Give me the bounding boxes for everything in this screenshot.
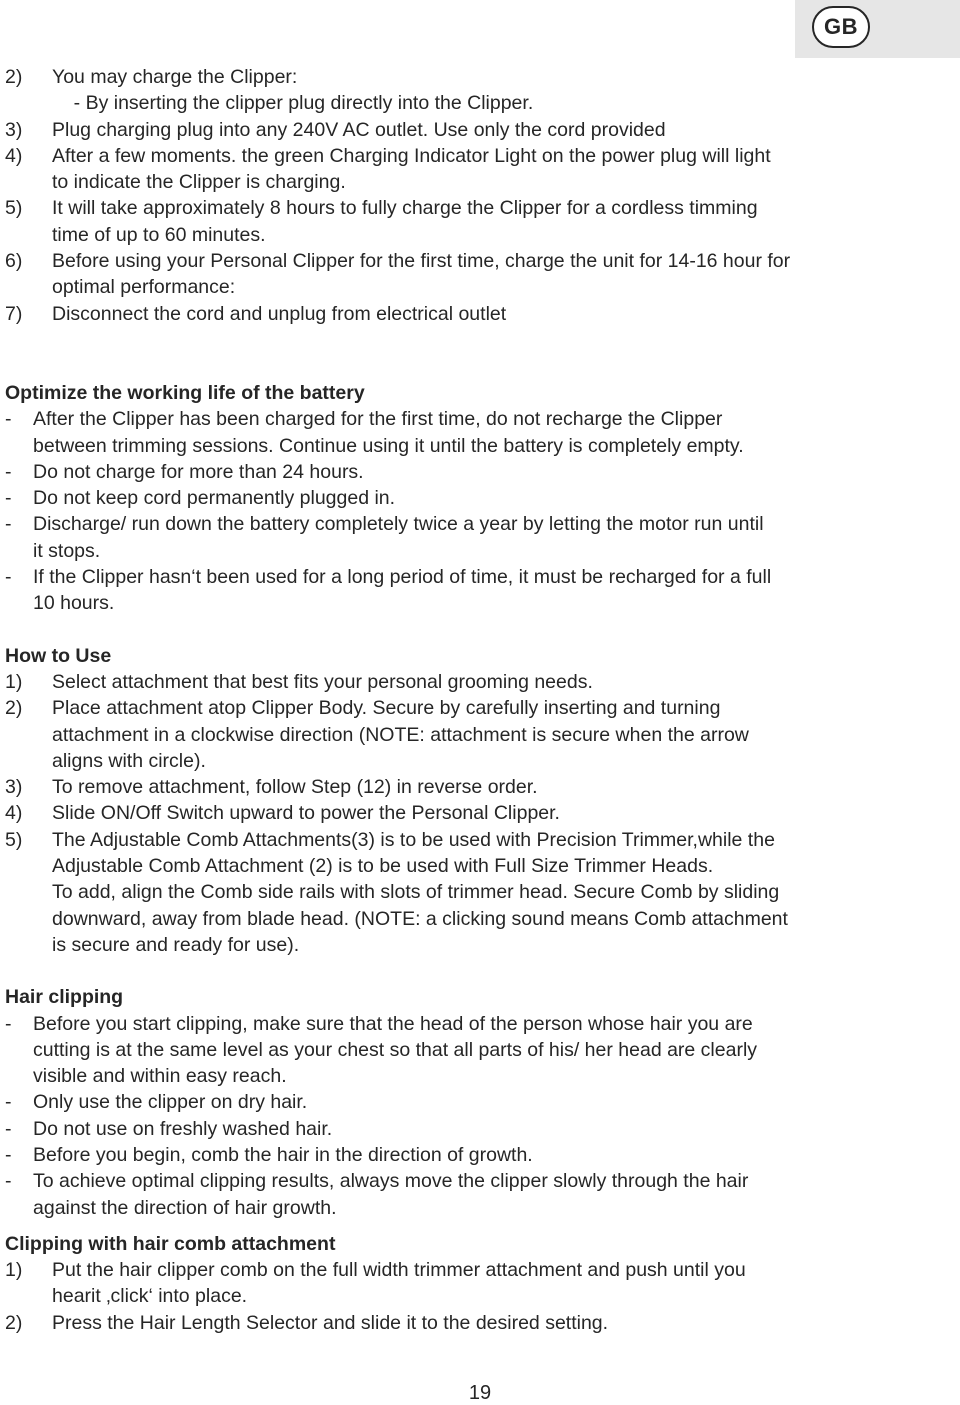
list-item-line xyxy=(5,64,905,90)
list-item-line xyxy=(5,1063,905,1089)
list-marker: 2) xyxy=(5,66,23,88)
list-marker: - xyxy=(5,1143,12,1166)
language-badge: GB xyxy=(812,6,870,48)
list-item-line xyxy=(5,485,905,511)
list-text: 10 hours. xyxy=(33,592,115,615)
list-text: Place attachment atop Clipper Body. Secure by carefully inserting and turning xyxy=(52,697,721,720)
list-text: cutting is at the same level as your chest so that all parts of his/ her head are clearly xyxy=(33,1038,758,1061)
how-to-use-heading: How to Use xyxy=(5,644,112,667)
list-marker: - xyxy=(5,1170,12,1193)
list-text: is secure and ready for use). xyxy=(52,933,300,956)
list-item-line xyxy=(5,695,905,721)
list-text: it stops. xyxy=(33,539,101,562)
list-text: - By inserting the clipper plug directly into the Clipper. xyxy=(52,92,534,115)
comb-attachment-heading: Clipping with hair comb attachment xyxy=(5,1232,336,1255)
list-marker: 7) xyxy=(5,302,23,325)
hair-clipping-heading: Hair clipping xyxy=(5,986,124,1009)
list-text: Before you start clipping, make sure that the head of the person whose hair you are xyxy=(33,1012,753,1035)
list-item-line xyxy=(5,511,905,537)
list-marker: 4) xyxy=(5,802,23,825)
list-marker: - xyxy=(5,1117,12,1140)
list-text: Disconnect the cord and unplug from electrical outlet xyxy=(52,302,507,325)
list-text: Put the hair clipper comb on the full width trimmer attachment and push until you xyxy=(52,1259,746,1282)
list-marker: 1) xyxy=(5,1259,23,1282)
list-item-line xyxy=(5,538,905,564)
list-marker: - xyxy=(5,408,12,431)
list-text: After the Clipper has been charged for the first time, do not recharge the Clipper xyxy=(33,408,723,431)
list-item-line xyxy=(5,433,905,459)
list-item-line xyxy=(5,1168,905,1194)
list-text: attachment in a clockwise direction (NOTE: attachment is secure when the arrow xyxy=(52,723,749,746)
list-text: Press the Hair Length Selector and slide it to the desired setting. xyxy=(52,1311,609,1334)
list-text: visible and within easy reach. xyxy=(33,1065,287,1088)
list-marker: 3) xyxy=(5,776,23,799)
list-text: To remove attachment, follow Step (12) in reverse order. xyxy=(52,776,538,799)
list-text: If the Clipper hasn‘t been used for a long period of time, it must be recharged for a full xyxy=(33,566,772,589)
list-item-line xyxy=(5,195,905,221)
list-text: optimal performance: xyxy=(52,276,236,299)
list-item-line xyxy=(5,169,905,195)
list-text: time of up to 60 minutes. xyxy=(52,223,266,246)
list-text: Do not charge for more than 24 hours. xyxy=(33,460,364,483)
how-to-use-list xyxy=(5,669,905,958)
list-text: To achieve optimal clipping results, always move the clipper slowly through the hair xyxy=(33,1170,749,1193)
list-item-line xyxy=(5,459,905,485)
list-item-line xyxy=(5,853,905,879)
list-text: Select attachment that best fits your personal grooming needs. xyxy=(52,670,593,693)
list-text: After a few moments. the green Charging Indicator Light on the power plug will light xyxy=(52,144,771,167)
list-item-line xyxy=(5,248,905,274)
list-text: Do not keep cord permanently plugged in. xyxy=(33,487,396,510)
list-item-line xyxy=(5,1011,905,1037)
charging-list xyxy=(5,64,905,327)
list-item-line xyxy=(5,1142,905,1168)
list-marker: - xyxy=(5,1091,12,1114)
list-item-line xyxy=(5,879,905,905)
list-item-line xyxy=(5,722,905,748)
list-marker: - xyxy=(5,460,12,483)
list-marker: 3) xyxy=(5,118,23,141)
list-text: Before using your Personal Clipper for the first time, charge the unit for 14-16 hour for xyxy=(52,250,791,273)
list-marker: - xyxy=(5,1012,12,1035)
list-item-line xyxy=(5,301,905,327)
list-text: Adjustable Comb Attachment (2) is to be used with Full Size Trimmer Heads. xyxy=(52,855,714,878)
list-item-line xyxy=(5,1195,905,1221)
list-text: to indicate the Clipper is charging. xyxy=(52,171,346,194)
list-marker: 1) xyxy=(5,670,23,693)
list-item-line xyxy=(5,222,905,248)
list-item-line xyxy=(5,1257,905,1283)
list-text: hearit ‚click‘ into place. xyxy=(52,1285,248,1308)
list-text: To add, align the Comb side rails with slots of trimmer head. Secure Comb by sliding xyxy=(52,881,780,904)
page-number: 19 xyxy=(468,1382,492,1404)
list-marker: 5) xyxy=(5,828,23,851)
list-item-line xyxy=(5,800,905,826)
list-item-line xyxy=(5,564,905,590)
list-text: Discharge/ run down the battery completely twice a year by letting the motor run until xyxy=(33,513,764,536)
list-text: The Adjustable Comb Attachments(3) is to be used with Precision Trimmer,while the xyxy=(52,828,775,851)
list-item-line xyxy=(5,906,905,932)
list-marker: - xyxy=(5,566,12,589)
list-item-line xyxy=(5,932,905,958)
list-text: between trimming sessions. Continue using it until the battery is completely empty. xyxy=(33,434,744,457)
list-text: aligns with circle). xyxy=(52,749,206,772)
list-text: It will take approximately 8 hours to fully charge the Clipper for a cordless timming xyxy=(52,197,758,220)
hair-clipping-list xyxy=(5,1011,905,1221)
list-text: Only use the clipper on dry hair. xyxy=(33,1091,308,1114)
list-marker: 5) xyxy=(5,197,23,220)
list-item-line xyxy=(5,748,905,774)
list-text: Do not use on freshly washed hair. xyxy=(33,1117,333,1140)
list-marker: 2) xyxy=(5,697,23,720)
list-text: Slide ON/Off Switch upward to power the Personal Clipper. xyxy=(52,802,560,825)
list-item-line xyxy=(5,90,905,116)
manual-content xyxy=(5,64,905,1336)
list-marker: - xyxy=(5,513,12,536)
list-text: against the direction of hair growth. xyxy=(33,1196,337,1219)
list-marker: 6) xyxy=(5,250,23,273)
list-item-line xyxy=(5,1089,905,1115)
list-item-line xyxy=(5,1283,905,1309)
list-item-line xyxy=(5,827,905,853)
list-item-line xyxy=(5,1037,905,1063)
battery-list xyxy=(5,406,905,616)
list-text: Before you begin, comb the hair in the direction of growth. xyxy=(33,1143,533,1166)
list-marker: 2) xyxy=(5,1311,23,1334)
list-item-line xyxy=(5,406,905,432)
list-marker: 4) xyxy=(5,144,23,167)
list-item-line xyxy=(5,1116,905,1142)
list-item-line xyxy=(5,117,905,143)
list-item-line xyxy=(5,590,905,616)
list-item-line xyxy=(5,774,905,800)
list-item-line xyxy=(5,143,905,169)
list-text: You may charge the Clipper: xyxy=(52,66,298,88)
battery-heading: Optimize the working life of the battery xyxy=(5,381,365,404)
list-item-line xyxy=(5,1310,905,1336)
list-item-line xyxy=(5,669,905,695)
list-text: Plug charging plug into any 240V AC outlet. Use only the cord provided xyxy=(52,118,666,141)
list-text: downward, away from blade head. (NOTE: a clicking sound means Comb attachment xyxy=(52,907,788,930)
comb-attachment-list xyxy=(5,1257,905,1336)
list-item-line xyxy=(5,274,905,300)
list-marker: - xyxy=(5,487,12,510)
